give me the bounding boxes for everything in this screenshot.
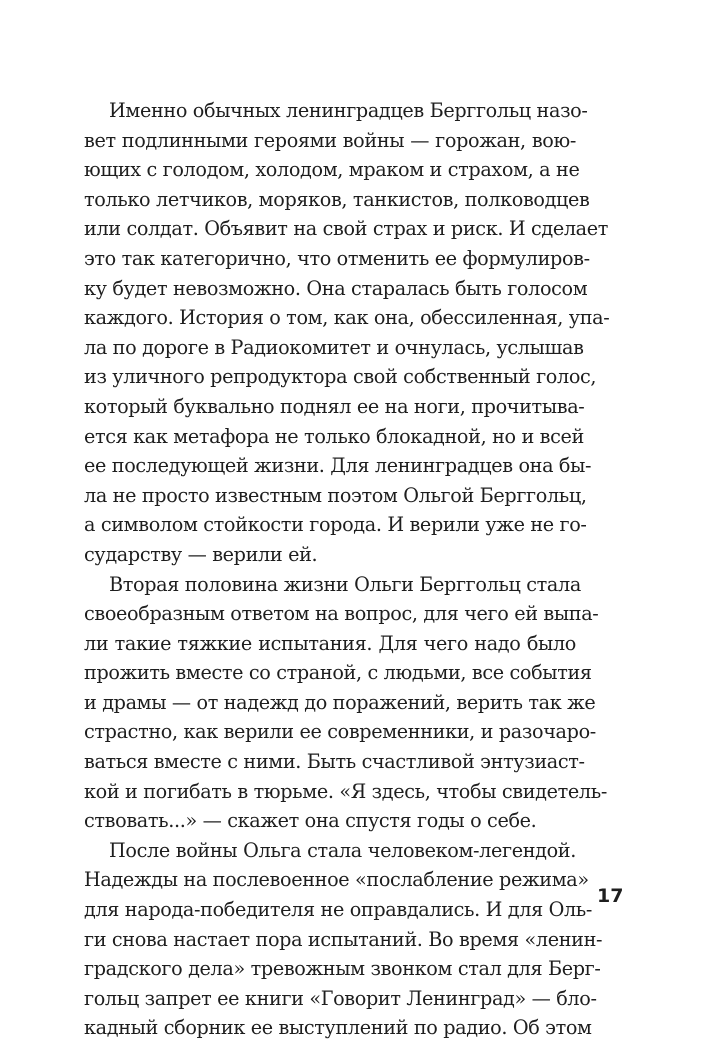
text-line: ку будет невозможно. Она старалась быть голосом [84,276,588,300]
text-line: ется как метафора не только блокадной, но и всей [84,424,584,448]
text-line: страстно, как верили ее современники, и разочаро- [84,720,596,744]
text-line: вет подлинными героями войны — горожан, вою- [84,128,576,152]
paragraph-2 [84,570,607,836]
paragraph-3 [84,836,603,1043]
text-line: После войны Ольга стала человеком-легендой. [109,838,576,862]
text-line: кадный сборник ее выступлений по радио. Об этом [84,1016,592,1040]
text-line: для народа-победителя не оправдались. И для Оль- [84,898,593,922]
text-line: ваться вместе с ними. Быть счастливой энтузиаст- [84,750,585,774]
text-line: только летчиков, моряков, танкистов, полководцев [84,187,590,211]
text-line: ствовать...» — скажет она спустя годы о себе. [84,809,537,833]
text-line: из уличного репродуктора свой собственный голос, [84,365,597,389]
page-number: 17 [597,885,624,907]
text-line: ла не просто известным поэтом Ольгой Берггольц, [84,483,587,507]
text-line: ли такие тяжкие испытания. Для чего надо было [84,631,576,655]
text-line: а символом стойкости города. И верили уже не го- [84,513,587,537]
text-line: гольц запрет ее книги «Говорит Ленинград» — бло- [84,986,597,1010]
text-line: который буквально поднял ее на ноги, прочитыва- [84,394,585,418]
text-line: это так категорично, что отменить ее формулиров- [84,246,590,270]
text-line: своеобразным ответом на вопрос, для чего ей выпа- [84,602,599,626]
text-line: Вторая половина жизни Ольги Берггольц стала [109,572,581,596]
text-line: ла по дороге в Радиокомитет и очнулась, услышав [84,335,584,359]
text-line: и драмы — от надежд до поражений, верить так же [84,690,596,714]
text-line: каждого. История о том, как она, обессиленная, упа- [84,306,610,330]
text-line: ее последующей жизни. Для ленинградцев она бы- [84,454,592,478]
text-line: кой и погибать в тюрьме. «Я здесь, чтобы свидетель- [84,779,607,803]
text-line: Надежды на послевоенное «послабление режима» [84,868,589,892]
text-line: Именно обычных ленинградцев Берггольц назо- [109,99,588,122]
text-line: градского дела» тревожным звонком стал для Берг- [84,957,601,981]
paragraph-1 [84,96,610,570]
text-line: ги снова настает пора испытаний. Во время «ленин- [84,927,603,951]
page-text [84,96,610,1043]
text-line: прожить вместе со страной, с людьми, все события [84,661,592,685]
text-line: или солдат. Объявит на свой страх и риск. И сделает [84,217,609,241]
text-line: сударству — верили ей. [84,542,318,566]
text-line: ющих с голодом, холодом, мраком и страхом, а не [84,158,580,182]
